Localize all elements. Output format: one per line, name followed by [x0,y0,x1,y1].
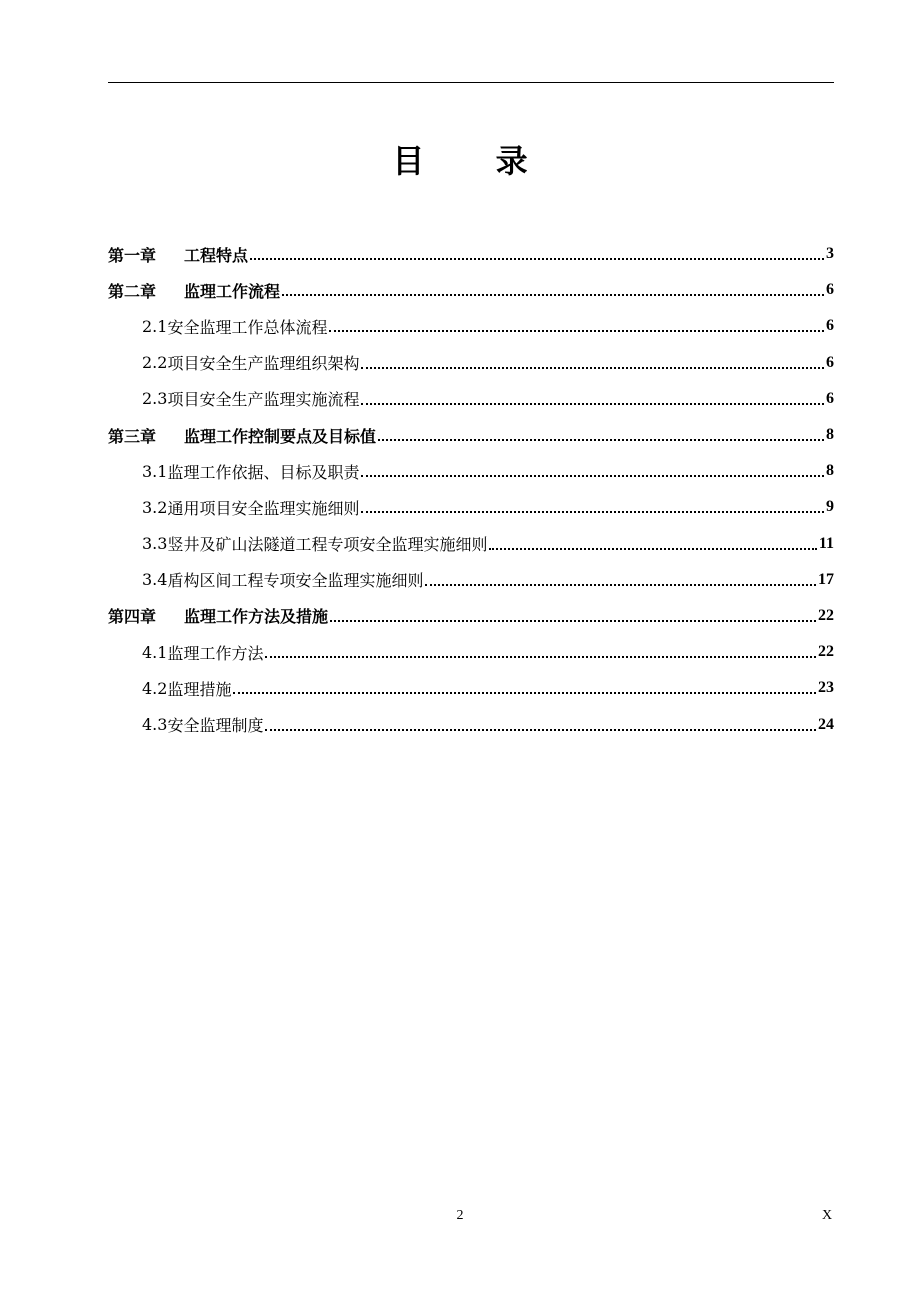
toc-entry-text: 安全监理工作总体流程 [167,317,328,337]
dot-leader [233,676,816,694]
toc-entry[interactable] [108,236,834,272]
footer-mark: X [822,1208,833,1223]
toc-entry-text: 通用项目安全监理实施细则 [167,498,360,518]
dot-leader [330,604,816,622]
toc-entry-text: 监理工作方法及措施 [184,607,329,627]
toc-page-number: 6 [826,317,834,335]
dot-leader [361,459,824,477]
dot-leader [489,532,816,550]
page-title: 目 录 [392,142,558,180]
toc-entry-label: 第二章 [108,281,157,301]
toc-entry-label: 3.1 [142,461,168,481]
toc-page-number: 8 [826,426,834,444]
toc-entry-label: 4.3 [142,715,168,735]
dot-leader [265,713,816,731]
toc-page-number: 9 [826,498,834,516]
dot-leader [378,423,824,441]
dot-leader [265,640,816,658]
toc-page-number: 22 [818,606,834,624]
toc-entry-text: 盾构区间工程专项安全监理实施细则 [167,571,424,591]
toc-entry-text: 监理工作控制要点及目标值 [184,426,377,446]
toc-entry[interactable] [108,489,834,525]
toc-entry[interactable] [108,272,834,308]
toc-entry-label: 4.2 [142,678,168,698]
toc-page-number: 8 [826,462,834,480]
toc-entry-label: 3.3 [142,534,168,554]
header-rule [108,82,834,83]
toc-page-number: 23 [818,679,834,697]
toc-entry[interactable] [108,345,834,381]
toc-entry-label: 第三章 [108,426,157,446]
dot-leader [282,278,824,296]
toc-page-number: 24 [818,715,834,733]
footer-page-number: 2 [456,1208,464,1223]
toc-entry-text: 竖井及矿山法隧道工程专项安全监理实施细则 [167,535,488,555]
toc-entry-label: 第一章 [108,245,157,265]
toc-entry-label: 2.1 [142,316,168,336]
toc-page-number: 22 [818,643,834,661]
toc-entry[interactable] [108,562,834,598]
toc-entry[interactable] [108,308,834,344]
toc-entry-text: 监理工作依据、目标及职责 [167,462,360,482]
dot-leader [361,351,824,369]
toc-entry-label: 3.2 [142,497,168,517]
toc-page-number: 6 [826,389,834,407]
toc-entry[interactable] [108,634,834,670]
table-of-contents [108,236,834,743]
dot-leader [329,314,824,332]
toc-entry-text: 监理措施 [167,679,232,699]
toc-entry-label: 第四章 [108,607,157,627]
toc-entry-text: 项目安全生产监理组织架构 [167,354,360,374]
toc-page-number: 11 [818,534,834,552]
toc-page-number: 3 [826,245,834,263]
dot-leader [250,242,824,260]
toc-entry-text: 安全监理制度 [167,716,264,736]
toc-entry[interactable] [108,670,834,706]
toc-entry[interactable] [108,417,834,453]
toc-entry[interactable] [108,526,834,562]
toc-entry[interactable] [108,453,834,489]
toc-page-number: 17 [818,570,834,588]
toc-page-number: 6 [826,353,834,371]
toc-entry-label: 2.3 [142,389,168,409]
toc-entry-text: 监理工作方法 [167,643,264,663]
toc-entry-text: 监理工作流程 [184,281,281,301]
toc-entry-label: 2.2 [142,353,168,373]
toc-entry-text: 项目安全生产监理实施流程 [167,390,360,410]
toc-entry-text: 工程特点 [184,245,249,265]
toc-entry-label: 3.4 [142,570,168,590]
toc-entry[interactable] [108,706,834,742]
toc-page-number: 6 [826,281,834,299]
dot-leader [361,495,824,513]
dot-leader [361,387,824,405]
toc-entry[interactable] [108,381,834,417]
dot-leader [425,568,816,586]
toc-entry-label: 4.1 [142,642,168,662]
toc-entry[interactable] [108,598,834,634]
